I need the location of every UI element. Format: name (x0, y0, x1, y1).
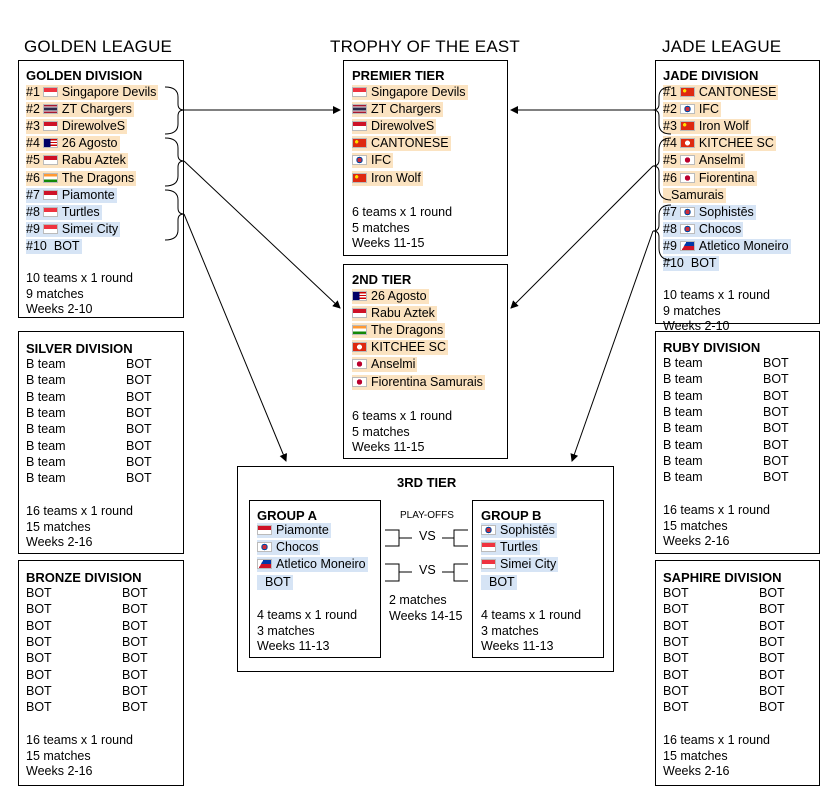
second-team-name: 26 Agosto (371, 289, 427, 303)
silver-row-right: BOT (126, 438, 152, 453)
premier-team-name: DirewolveS (371, 119, 435, 134)
ruby-row-left: B team (663, 356, 703, 370)
silver-row-right: BOT (126, 471, 152, 486)
jade-team-rank: #10 (663, 256, 684, 270)
golden-team-name: Piamonte (61, 187, 115, 202)
vs-label-1: VS (419, 529, 436, 543)
silver-footer-line: 15 matches (26, 519, 91, 534)
silver-division-title: SILVER DIVISION (26, 341, 133, 356)
jade-team-name: Anselmi (698, 153, 744, 168)
jade-team-name: Samurais (671, 187, 724, 202)
jade-team-name: Fiorentina (698, 170, 755, 185)
jade-brace-second (653, 138, 671, 200)
ruby-row-right: BOT (763, 404, 789, 419)
group-b-team-name: Simei City (500, 557, 557, 572)
group-a-team-name: Atletico Moneiro (276, 557, 366, 572)
second-team-name: Rabu Aztek (371, 306, 435, 321)
group-a-team-name: BOT (265, 574, 291, 589)
premier-tier-title: PREMIER TIER (352, 68, 445, 83)
bronze-row-right: BOT (122, 602, 148, 617)
golden-team-rank: #1 (26, 85, 40, 99)
ruby-row-left: B team (663, 404, 703, 419)
jade-team-name: Chocos (698, 221, 742, 236)
saphire-row-left: BOT (663, 618, 689, 633)
golden-brace-second (165, 138, 184, 186)
golden-team-name: The Dragons (61, 170, 135, 185)
golden-league-header: GOLDEN LEAGUE (24, 37, 173, 56)
ruby-row-right: BOT (763, 421, 789, 436)
golden-team-name: DirewolveS (61, 119, 126, 134)
golden-team-rank: #6 (26, 170, 40, 185)
group-b-title: GROUP B (481, 508, 542, 523)
jade-team-name: IFC (698, 102, 720, 117)
group-b-team-name: Turtles (500, 540, 538, 555)
golden-team-rank: #10 (26, 238, 47, 253)
saphire-row-right: BOT (759, 634, 785, 649)
premier-footer-line: Weeks 11-15 (352, 236, 425, 250)
saphire-row-left: BOT (663, 667, 689, 682)
bronze-row-left: BOT (26, 586, 52, 600)
bronze-row-left: BOT (26, 618, 52, 633)
silver-row-right: BOT (126, 389, 152, 404)
golden-footer-line: 10 teams x 1 round (26, 271, 134, 285)
premier-footer-line: 5 matches (352, 220, 410, 235)
silver-row-right: BOT (126, 357, 152, 371)
ruby-footer-line: Weeks 2-16 (663, 534, 730, 548)
saphire-row-right: BOT (759, 651, 785, 666)
jade-footer-line: 9 matches (663, 303, 721, 318)
bronze-division-title: BRONZE DIVISION (26, 570, 142, 585)
silver-row-left: B team (26, 471, 66, 486)
silver-row-right: BOT (126, 454, 152, 469)
ruby-row-left: B team (663, 453, 703, 468)
ruby-row-left: B team (663, 388, 703, 403)
bronze-row-left: BOT (26, 667, 52, 682)
ruby-row-left: B team (663, 421, 703, 436)
ruby-footer-line: 15 matches (663, 518, 728, 533)
jade-footer-line: 10 teams x 1 round (663, 288, 771, 302)
jade-team-rank: #1 (663, 85, 677, 99)
silver-row-left: B team (26, 357, 66, 371)
golden-division-title: GOLDEN DIVISION (26, 68, 143, 83)
jade-division-title: JADE DIVISION (663, 68, 759, 83)
second-footer-line: 5 matches (352, 424, 410, 439)
bronze-row-left: BOT (26, 700, 52, 715)
third-tier-title: 3RD TIER (397, 475, 457, 490)
premier-team-name: Iron Wolf (371, 170, 421, 185)
bronze-footer-line: 15 matches (26, 748, 91, 763)
ruby-row-left: B team (663, 372, 703, 387)
playoff-bracket-a1 (385, 530, 412, 546)
group-b-team-name: BOT (489, 574, 515, 589)
bronze-row-right: BOT (122, 586, 148, 600)
playoffs-label: PLAY-OFFS (400, 510, 454, 521)
saphire-row-left: BOT (663, 651, 689, 666)
playoffs-weeks: Weeks 14-15 (389, 608, 463, 623)
group-b-footer-line: 4 teams x 1 round (481, 608, 582, 622)
saphire-row-left: BOT (663, 634, 689, 649)
saphire-row-right: BOT (759, 618, 785, 633)
group-a-team-name: Chocos (276, 540, 319, 555)
golden-team-rank: #4 (26, 136, 40, 151)
golden-team-name: Singapore Devils (61, 85, 157, 99)
vs-label-2: VS (419, 563, 436, 577)
group-b-footer-line: 3 matches (481, 623, 539, 638)
ruby-row-right: BOT (763, 356, 789, 370)
jade-team-rank: #3 (663, 119, 677, 134)
golden-footer-line: 9 matches (26, 286, 84, 301)
jade-team-rank: #5 (663, 153, 677, 168)
golden-team-rank: #3 (26, 119, 40, 134)
golden-footer-line: Weeks 2-10 (26, 302, 93, 316)
silver-row-left: B team (26, 405, 66, 420)
golden-brace-third (165, 190, 184, 240)
jade-team-name: CANTONESE (698, 85, 777, 99)
saphire-row-right: BOT (759, 667, 785, 682)
second-footer-line: 6 teams x 1 round (352, 409, 453, 423)
golden-team-name: Rabu Aztek (61, 153, 126, 168)
jade-team-rank: #9 (663, 238, 677, 253)
silver-row-left: B team (26, 422, 66, 437)
arrow-jade-to-second (511, 166, 653, 308)
arrow-golden-to-second (184, 161, 340, 308)
bronze-footer-line: Weeks 2-16 (26, 764, 93, 778)
jade-team-rank: #4 (663, 136, 677, 151)
group-b-footer-line: Weeks 11-13 (481, 639, 554, 653)
bronze-row-left: BOT (26, 634, 52, 649)
silver-row-right: BOT (126, 405, 152, 420)
bronze-row-right: BOT (122, 667, 148, 682)
jade-footer-line: Weeks 2-10 (663, 319, 730, 333)
second-tier-title: 2ND TIER (352, 272, 412, 287)
saphire-row-left: BOT (663, 602, 689, 617)
jade-team-rank: #6 (663, 170, 677, 185)
silver-row-left: B team (26, 389, 66, 404)
premier-footer-line: 6 teams x 1 round (352, 205, 453, 219)
saphire-division-title: SAPHIRE DIVISION (663, 570, 782, 585)
arrow-jade-to-third (572, 231, 653, 461)
saphire-row-right: BOT (759, 602, 785, 617)
premier-team-name: IFC (371, 153, 392, 168)
group-a-footer-line: 4 teams x 1 round (257, 608, 358, 622)
jade-league-header: JADE LEAGUE (662, 37, 782, 56)
golden-team-name: ZT Chargers (61, 102, 132, 117)
ruby-division-title: RUBY DIVISION (663, 340, 761, 355)
jade-team-name: Atletico Moneiro (698, 238, 789, 253)
saphire-footer-line: 16 teams x 1 round (663, 733, 771, 747)
saphire-row-right: BOT (759, 586, 785, 600)
ruby-row-left: B team (663, 437, 703, 452)
arrow-golden-to-third (184, 214, 286, 461)
jade-team-rank: #7 (663, 204, 677, 219)
golden-team-name: Turtles (61, 204, 100, 219)
second-team-name: The Dragons (371, 323, 444, 338)
ruby-row-right: BOT (763, 388, 789, 403)
ruby-row-left: B team (663, 470, 703, 485)
group-a-footer-line: Weeks 11-13 (257, 639, 330, 653)
silver-row-right: BOT (126, 373, 152, 388)
jade-team-name: Iron Wolf (698, 119, 749, 134)
golden-brace-premier (165, 87, 184, 134)
bronze-row-right: BOT (122, 618, 148, 633)
golden-team-rank: #7 (26, 187, 40, 202)
second-team-name: Anselmi (371, 357, 416, 372)
second-footer-line: Weeks 11-15 (352, 440, 425, 454)
golden-team-rank: #5 (26, 153, 40, 168)
silver-row-left: B team (26, 438, 66, 453)
saphire-row-left: BOT (663, 700, 689, 715)
golden-team-rank: #9 (26, 221, 40, 236)
golden-team-rank: #2 (26, 102, 40, 117)
saphire-footer-line: Weeks 2-16 (663, 764, 730, 778)
bronze-footer-line: 16 teams x 1 round (26, 733, 134, 747)
playoff-bracket-a2 (385, 564, 412, 581)
jade-team-rank: #8 (663, 221, 677, 236)
silver-footer-line: 16 teams x 1 round (26, 504, 134, 518)
ruby-footer-line: 16 teams x 1 round (663, 503, 771, 517)
golden-team-name: BOT (53, 238, 80, 253)
saphire-row-left: BOT (663, 586, 689, 600)
golden-team-name: 26 Agosto (61, 136, 118, 151)
jade-team-name: Sophistēs (698, 204, 754, 219)
playoffs-matches: 2 matches (389, 593, 447, 607)
playoff-bracket-b1 (442, 530, 468, 546)
second-team-name: KITCHEE SC (371, 340, 447, 355)
bronze-row-left: BOT (26, 651, 52, 666)
playoff-bracket-b2 (442, 564, 468, 581)
silver-row-left: B team (26, 454, 66, 469)
premier-team-name: ZT Chargers (371, 102, 441, 117)
bronze-row-left: BOT (26, 683, 52, 698)
group-b-team-name: Sophistēs (500, 523, 555, 537)
jade-team-name: KITCHEE SC (698, 136, 774, 151)
group-a-team-name: Piamonte (276, 523, 329, 537)
ruby-row-right: BOT (763, 470, 789, 485)
bronze-row-right: BOT (122, 651, 148, 666)
premier-team-name: Singapore Devils (371, 85, 466, 99)
premier-team-name: CANTONESE (371, 136, 449, 151)
jade-brace-third (653, 205, 671, 260)
ruby-row-right: BOT (763, 372, 789, 387)
golden-team-name: Simei City (61, 221, 119, 236)
saphire-row-left: BOT (663, 683, 689, 698)
ruby-row-right: BOT (763, 453, 789, 468)
silver-row-left: B team (26, 373, 66, 388)
silver-footer-line: Weeks 2-16 (26, 535, 93, 549)
second-team-name: Fiorentina Samurais (371, 374, 483, 389)
silver-row-right: BOT (126, 422, 152, 437)
golden-team-rank: #8 (26, 204, 40, 219)
bronze-row-right: BOT (122, 683, 148, 698)
jade-brace-premier (653, 87, 671, 134)
group-a-footer-line: 3 matches (257, 623, 315, 638)
ruby-row-right: BOT (763, 437, 789, 452)
jade-team-name: BOT (690, 256, 717, 270)
saphire-footer-line: 15 matches (663, 748, 728, 763)
group-a-title: GROUP A (257, 508, 317, 523)
jade-team-rank: #2 (663, 102, 677, 117)
bronze-row-right: BOT (122, 700, 148, 715)
saphire-row-right: BOT (759, 700, 785, 715)
bronze-row-right: BOT (122, 634, 148, 649)
trophy-header: TROPHY OF THE EAST (330, 37, 521, 56)
bronze-row-left: BOT (26, 602, 52, 617)
saphire-row-right: BOT (759, 683, 785, 698)
